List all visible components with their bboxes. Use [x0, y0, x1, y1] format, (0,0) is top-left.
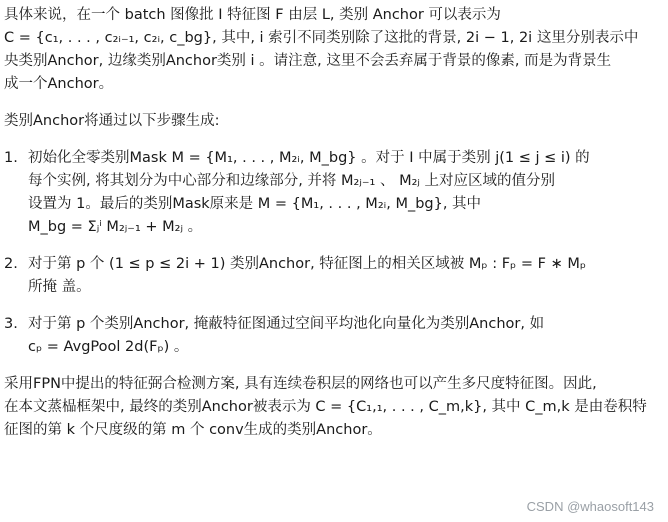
- lead-text: 类别Anchor将通过以下步骤生成:: [4, 113, 220, 129]
- closing-line: 采用FPN中提出的特征弼合检测方案, 具有连续卷积层的网络也可以产生多尺度特征图。因此,: [4, 376, 597, 392]
- lead-paragraph: [4, 110, 664, 133]
- step-line: 对于第 p 个类别Anchor, 掩蔽特征图通过空间平均池化向量化为类别Anchor, 如: [28, 316, 545, 332]
- step-line: M_bg = Σⱼⁱ M₂ⱼ₋₁ + M₂ⱼ 。: [28, 219, 203, 235]
- step-line: 所掩 盖。: [28, 279, 91, 295]
- closing-line: 在本文蒸榀框架中, 最终的类别Anchor被表示为 C = {C₁,₁, . . . , C_m,k}, 其中 C_m,k 是由卷积特: [4, 399, 647, 415]
- step-item-1: [4, 147, 664, 239]
- step-line: 初始化全零类别Mask M = {M₁, . . . , M₂ᵢ, M_bg} 。对于 I 中属于类别 j(1 ≤ j ≤ i) 的: [28, 150, 590, 166]
- intro-line: C = {c₁, . . . , c₂ᵢ₋₁, c₂ᵢ, c_bg}, 其中, i 索引不同类别除了这批的背景, 2i − 1, 2i 这里分别表示中: [4, 30, 639, 46]
- step-item-2: [4, 253, 664, 299]
- intro-line: 央类别Anchor, 边缘类别Anchor类别 i 。请注意, 这里不会丢弃属于背景的像素, 而是为背景生: [4, 53, 612, 69]
- intro-paragraph: [4, 4, 664, 96]
- csdn-watermark: CSDN @whaosoft143: [526, 499, 654, 514]
- step-number: 2.: [4, 256, 18, 272]
- step-number: 3.: [4, 316, 18, 332]
- intro-line: 成一个Anchor。: [4, 76, 114, 92]
- document-body: [4, 4, 664, 456]
- step-list: [4, 147, 664, 359]
- closing-line: 征图的第 k 个尺度级的第 m 个 conv生成的类别Anchor。: [4, 422, 382, 438]
- step-line: 对于第 p 个 (1 ≤ p ≤ 2i + 1) 类别Anchor, 特征图上的相关区域被 Mₚ : Fₚ = F ∗ Mₚ: [28, 256, 587, 272]
- step-item-3: [4, 313, 664, 359]
- step-line: 设置为 1。最后的类别Mask原来是 M = {M₁, . . . , M₂ᵢ, M_bg}, 其中: [28, 196, 482, 212]
- step-line: 每个实例, 将其划分为中心部分和边缘部分, 并将 M₂ⱼ₋₁ 、 M₂ⱼ 上对应区域的值分别: [28, 173, 556, 189]
- step-line: cₚ = AvgPool 2d(Fₚ) 。: [28, 339, 189, 355]
- closing-paragraph: [4, 373, 664, 442]
- step-number: 1.: [4, 150, 18, 166]
- intro-line: 具体来说，在一个 batch 图像批 I 特征图 F 由层 L, 类别 Anchor 可以表示为: [4, 7, 501, 23]
